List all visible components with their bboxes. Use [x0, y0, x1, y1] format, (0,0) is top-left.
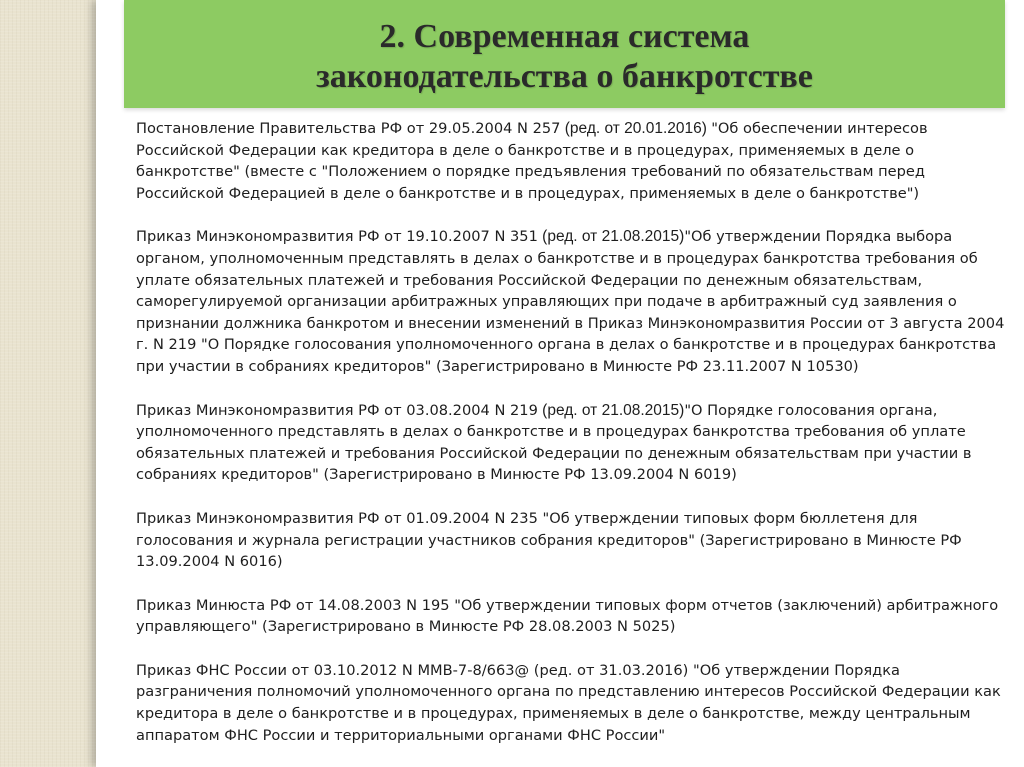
- document-title: Приказ Минэкономразвития РФ от 01.09.2004 N 235: [136, 509, 538, 527]
- document-description: "Об утверждении типовых форм бюллетеня для голосования и журнала регистрации участников собрания кредиторов" (Зарегистрировано в Минюсте РФ 13.09.2004 N 6016): [136, 509, 962, 571]
- document-item-4: [136, 508, 1006, 573]
- document-item-2: [136, 226, 1006, 377]
- document-description: "Об утверждении типовых форм отчетов (заключений) арбитражного управляющего" (Зарегистрировано в Минюсте РФ 28.08.2003 N 5025): [136, 596, 999, 636]
- title-banner: [124, 0, 1005, 108]
- revision-date: (ред. от 20.01.2016): [560, 120, 712, 137]
- document-list: [136, 118, 1006, 746]
- slide-title: 2. Современная система законодательства о банкротстве: [316, 18, 813, 95]
- document-description: "Об утверждении Порядка разграничения полномочий уполномоченного органа по представлению интересов Российской Федерации как кредитора в деле о банкротстве и в процедурах, применяемых в деле о банкротстве, между центральным аппаратом ФНС России и территориальными органами ФНС России": [136, 661, 1001, 744]
- document-title: Постановление Правительства РФ от 29.05.2004 N 257: [136, 120, 561, 137]
- document-description: "О Порядке голосования органа, уполномоченного представлять в делах о банкротстве и в процедурах банкротства требования об уплате обязательных платежей и требования Российской Федерации по денежным обязательствам при участии в собраниях кредиторов" (Зарегистрировано в Минюсте РФ 13.09.2004 N 6019): [136, 401, 972, 484]
- document-item-5: [136, 595, 1006, 638]
- document-item-3: [136, 400, 1006, 486]
- document-title: Приказ ФНС России от 03.10.2012 N ММВ-7-8/663@ (ред. от 31.03.2016): [136, 661, 689, 679]
- document-description: "Об обеспечении интересов Российской Федерации как кредитора в деле о банкротстве и в процедурах, применяемых в деле о банкротстве" (вместе с "Положением о порядке предъявления требований по обязательствам перед Российской Федерацией в деле о банкротстве и в процедурах, применяемых в деле о банкротстве"): [136, 120, 928, 202]
- revision-date: (ред. от 21.08.2015): [537, 228, 685, 246]
- document-title: Приказ Минэкономразвития РФ от 19.10.2007 N 351: [136, 228, 538, 246]
- document-title: Приказ Минюста РФ от 14.08.2003 N 195: [136, 596, 450, 614]
- slide: [96, 0, 1024, 767]
- document-description: "Об утверждении Порядка выбора органом, уполномоченным представлять в делах о банкротстве и в процедурах банкротства требования об уплате обязательных платежей и требования Российской Федерации по денежным обязательствам, саморегулируемой организации арбитражных управляющих при подаче в арбитражный суд заявления о признании должника банкротом и внесении изменений в Приказ Минэкономразвития России от 3 августа 2004 г. N 219 "О Порядке голосования уполномоченного органа в делах о банкротстве и в процедурах банкротства при участии в собраниях кредиторов" (Зарегистрировано в Минюсте РФ 23.11.2007 N 10530): [136, 228, 1005, 375]
- revision-date: (ред. от 21.08.2015): [537, 401, 685, 419]
- document-title: Приказ Минэкономразвития РФ от 03.08.2004 N 219: [136, 401, 538, 419]
- document-item-1: [136, 118, 1006, 204]
- document-item-6: [136, 660, 1006, 746]
